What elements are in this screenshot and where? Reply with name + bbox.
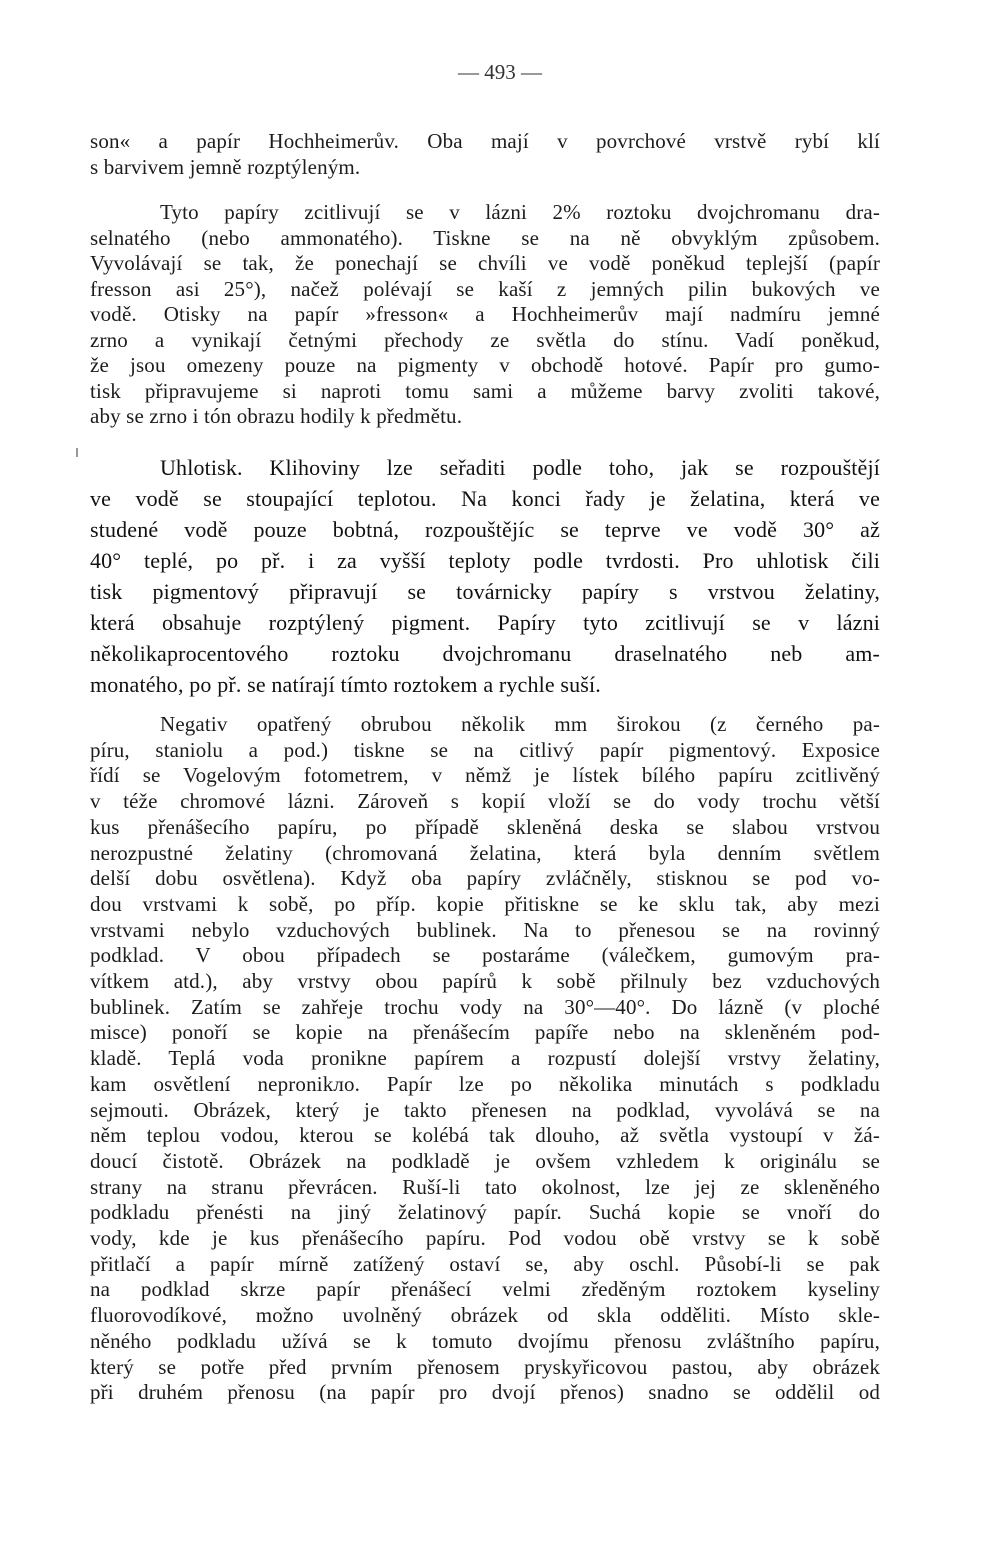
text-line: že jsou omezeny pouze na pigmenty v obchodě hotové. Papír pro gumo- (90, 353, 880, 377)
text-line: Uhlotisk. Klihoviny lze seřaditi podle toho, jak se rozpouštějí (160, 455, 880, 480)
text-line: na podklad skrze papír přenášecí velmi zředěným roztokem kyseliny (90, 1277, 880, 1302)
text-line: který se potře před prvním přenosem pryskyřicovou pastou, aby obrázek (90, 1354, 880, 1379)
text-line: vítkem atd.), aby vrstvy obou papírů k sobě přilnuly bez vzduchových (90, 969, 880, 994)
text-line: něm teplou vodou, kterou se kolébá tak dlouho, až světla vystoupí v žá- (90, 1123, 880, 1148)
text-line: fluorovodíkové, možno uvolněný obrázek od skla odděliti. Místo skle- (90, 1303, 880, 1328)
text-line: Vyvolávají se tak, že ponechají se chvíli ve vodě poněkud teplejší (papír (90, 251, 880, 275)
text-line: selnatého (nebo ammonatého). Tiskne se na ně obvyklým způsobem. (90, 225, 880, 250)
text-line: podkladu přenésti na jiný želatinový papír. Suchá kopie se vnoří do (90, 1200, 880, 1225)
text-line: studené vodě pouze bobtná, rozpouštějíc se teprve ve vodě 30° až (90, 517, 880, 542)
text-line: v téže chromové lázni. Zároveň s kopií vloží se do vody trochu větší (90, 789, 880, 814)
paragraph-negativ (90, 712, 880, 1406)
text-line: dou vrstvami k sobě, po příp. kopie přitiskne se ke sklu tak, aby mezi (90, 891, 880, 916)
text-line: nerozpustné želatiny (chromovaná želatina, která byla denním světlem (90, 840, 880, 865)
text-line: Tyto papíry zcitlivují se v lázni 2% roztoku dvojchromanu dra- (160, 200, 880, 224)
text-line: vody, kde je kus přenášecího papíru. Pod vodou obě vrstvy se k sobě (90, 1226, 880, 1251)
text-line: několikaprocentového roztoku dvojchromanu draselnatého neb am- (90, 641, 880, 666)
text-line: Negativ opatřený obrubou několik mm širokou (z černého pa- (160, 712, 880, 736)
text-line: tisk připravujeme si naproti tomu sami a můžeme barvy zvoliti takové, (90, 378, 880, 403)
margin-mark (76, 448, 78, 457)
text-line: monatého, po př. se natírají tímto roztokem a rychle suší. (90, 672, 601, 697)
text-line: delší dobu osvětlena). Když oba papíry zvláčněly, stisknou se pod vo- (90, 866, 880, 891)
text-line: při druhém přenosu (na papír pro dvojí přenos) snadno se oddělil od (90, 1380, 880, 1405)
text-line: píru, staniolu a pod.) tiskne se na citlivý papír pigmentový. Exposice (90, 737, 880, 762)
paragraph-fresson (90, 200, 880, 430)
text-line: kus přenášecího papíru, po případě skleněná deska se slabou vrstvou (90, 814, 880, 839)
text-line: která obsahuje rozptýlený pigment. Papíry tyto zcitlivují se v lázni (90, 610, 880, 635)
text-line: strany na stranu převrácen. Ruší-li tato okolnost, lze jej ze skleněného (90, 1174, 880, 1199)
text-line: vrstvami nebylo vzduchových bublinek. Na to přenesou se na rovinný (90, 917, 880, 942)
text-line: aby se zrno i tón obrazu hodily k předmětu. (90, 404, 463, 428)
paragraph-uhlotisk (90, 452, 880, 700)
text-line: misce) ponoří se kopie na přenášecím papíře nebo na skleněném pod- (90, 1020, 880, 1045)
paragraph-intro-continuation (90, 128, 880, 180)
text-line: vodě. Otisky na papír »fresson« a Hochheimerův mají nadmíru jemné (90, 302, 880, 326)
text-line: kam osvětlení nepronikло. Papír lze po několika minutách s podkladu (90, 1071, 880, 1096)
text-line: bublinek. Zatím se zahřeje trochu vody na 30°—40°. Do lázně (v ploché (90, 994, 880, 1019)
text-line: sejmouti. Obrázek, který je takto přenesen na podklad, vyvolává se na (90, 1097, 880, 1122)
text-line: son« a papír Hochheimerův. Oba mají v povrchové vrstvě rybí klí (90, 129, 880, 153)
text-line: 40° teplé, po př. i za vyšší teploty podle tvrdosti. Pro uhlotisk čili (90, 548, 880, 573)
text-line: řídí se Vogelovým fotometrem, v němž je lístek bílého papíru zcitlivěný (90, 763, 880, 788)
text-line: ve vodě se stoupající teplotou. Na konci řady je želatina, která ve (90, 486, 880, 511)
text-line: přitlačí a papír mírně zatížený ostaví se, aby oschl. Působí-li se pak (90, 1251, 880, 1276)
text-line: tisk pigmentový připravují se továrnicky papíry s vrstvou želatiny, (90, 579, 880, 604)
text-line: podklad. V obou případech se postaráme (válečkem, gumovým pra- (90, 943, 880, 968)
text-line: doucí čistotě. Obrázek na podkladě je ovšem vzhledem k originálu se (90, 1148, 880, 1173)
text-line: kladě. Teplá voda pronikne papírem a rozpustí dolejší vrstvy želatiny, (90, 1046, 880, 1071)
text-line: něného podkladu užívá se k tomuto dvojímu přenosu zvláštního papíru, (90, 1328, 880, 1353)
page-number: — 493 — (458, 60, 542, 84)
text-line: zrno a vynikají četnými přechody ze světla do stínu. Vadí poněkud, (90, 327, 880, 352)
text-line: fresson asi 25°), načež polévají se kaší z jemných pilin bukových ve (90, 276, 880, 301)
text-line: s barvivem jemně rozptýleným. (90, 155, 361, 179)
